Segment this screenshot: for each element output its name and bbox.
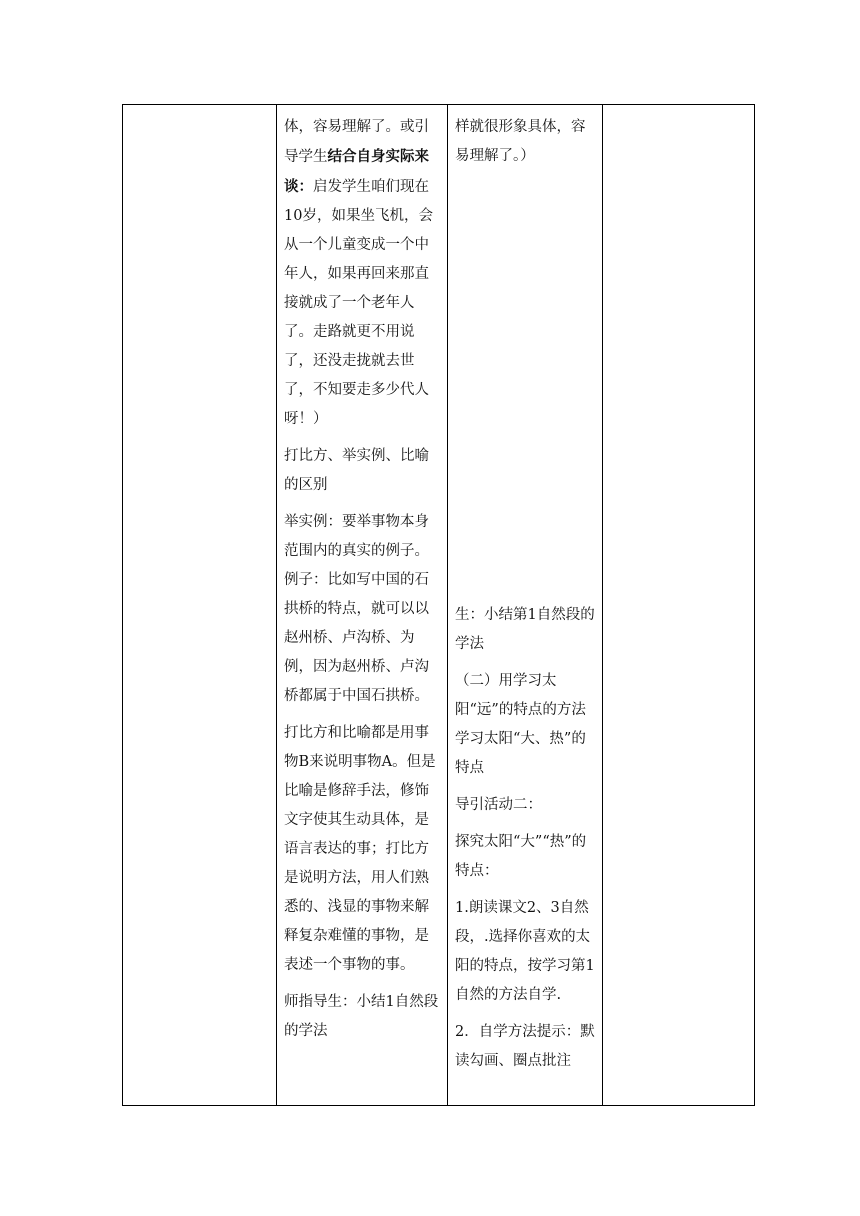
paragraph: 1.朗读课文2、3自然段，.选择你喜欢的太阳的特点，按学习第1自然的方法自学. bbox=[455, 900, 595, 1003]
paragraph: 导引活动二： bbox=[455, 797, 542, 813]
student-activity-cell bbox=[455, 113, 597, 1084]
paragraph: （二）用学习太阳“远”的特点的方法学习太阳“大、热”的特点 bbox=[455, 673, 586, 776]
column-divider bbox=[602, 105, 603, 1105]
lesson-table bbox=[122, 104, 755, 1106]
paragraph: 探究太阳“大”“热”的特点： bbox=[455, 834, 587, 879]
paragraph: 样就很形象具体，容易理解了。） bbox=[455, 119, 586, 164]
column-divider bbox=[276, 105, 277, 1105]
paragraph: 2．自学方法提示：默读勾画、圈点批注 bbox=[455, 1024, 595, 1069]
paragraph: 打比方和比喻都是用事物B来说明事物A。但是比喻是修辞手法，修饰文字使其生动具体，是语言表达的事；打比方是说明方法，用人们熟悉的、浅显的事物来解释复杂难懂的事物，是表述一个事物的事。 bbox=[284, 725, 436, 973]
paragraph: 师指导生：小结1自然段的学法 bbox=[284, 994, 439, 1039]
bold-phrase: 结合自身实际来谈： bbox=[284, 148, 429, 195]
column-divider bbox=[447, 105, 448, 1105]
paragraph: 体，容易理解了。或引导学生结合自身实际来谈：启发学生咱们现在10岁，如果坐飞机，会从一个儿童变成一个中年人，如果再回来那直接就成了一个老年人了。走路就更不用说了，还没走拢就去世了，不知要走多少代人呀！） bbox=[284, 119, 433, 427]
paragraph: 打比方、举实例、比喻的区别 bbox=[284, 448, 429, 493]
paragraph: 生：小结第1自然段的学法 bbox=[455, 607, 595, 652]
paragraph: 举实例：要举事物本身范围内的真实的例子。例子：比如写中国的石拱桥的特点，就可以以赵州桥、卢沟桥、为例，因为赵州桥、卢沟桥都属于中国石拱桥。 bbox=[284, 514, 429, 704]
teacher-activity-cell bbox=[284, 113, 442, 1054]
